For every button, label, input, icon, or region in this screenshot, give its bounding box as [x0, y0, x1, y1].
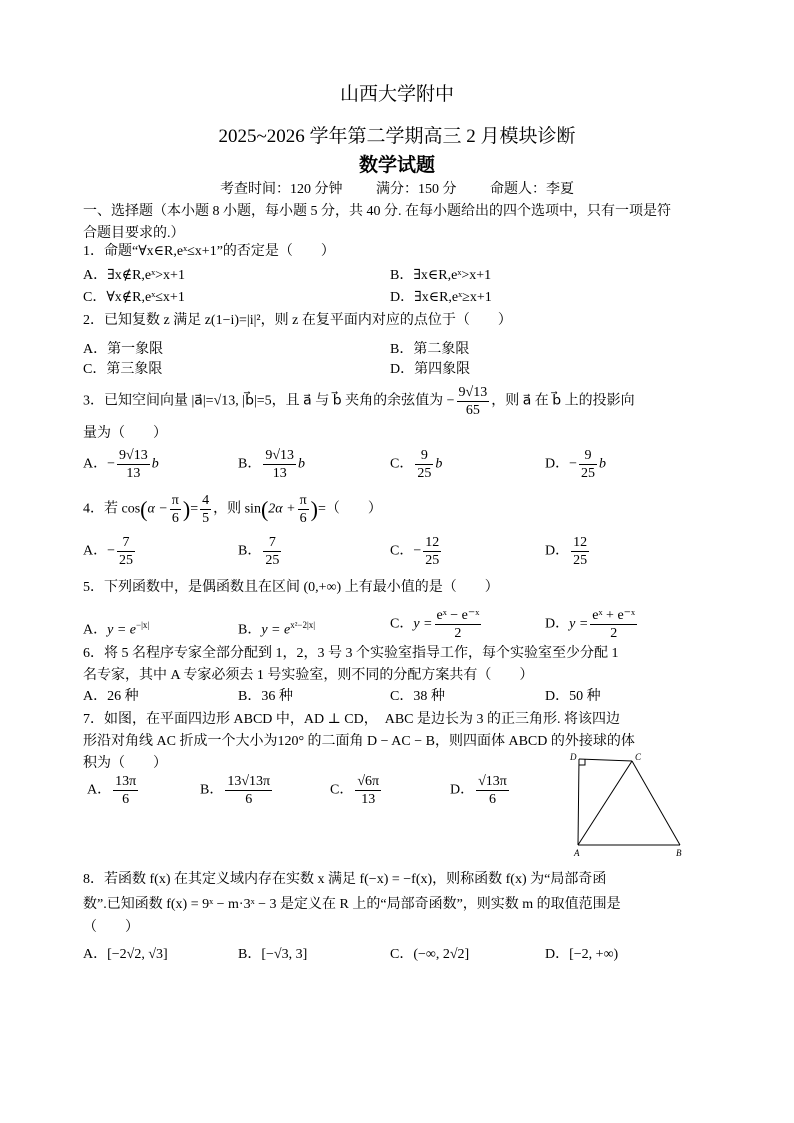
q7-option-c — [330, 773, 383, 808]
vertex-a-label: A — [574, 848, 580, 858]
option-label: D． — [545, 456, 570, 472]
exam-author: 命题人：李夏 — [490, 182, 574, 197]
vector-b: b⃗ — [298, 456, 316, 472]
denominator: 65 — [465, 403, 480, 418]
q7-stem-line1: 7．如图，在平面四边形 ABCD 中，AD ⊥ CD， ABC 是边长为 3 的正三角形. 将该四边 — [83, 712, 621, 727]
fraction — [225, 773, 272, 808]
sign: − — [569, 456, 578, 472]
sign: − — [107, 543, 116, 559]
vertex-d-label: D — [570, 752, 577, 762]
q3-stem — [83, 384, 635, 419]
exam-info — [0, 181, 794, 199]
option-label: B． — [238, 543, 262, 559]
numerator: √13π — [478, 774, 507, 789]
edge-dc — [579, 759, 632, 761]
numerator: π — [299, 493, 307, 508]
numerator: 4 — [202, 493, 210, 508]
q1-stem: 1．命题“∀x∈R,eˣ≤x+1”的否定是（ ） — [83, 244, 335, 259]
denominator: 2 — [610, 626, 618, 641]
edge-cb — [632, 761, 680, 845]
numerator: 9√13 — [458, 385, 488, 400]
q4-option-a — [83, 534, 137, 569]
option-label: C． — [330, 782, 354, 798]
denominator: 13 — [361, 792, 376, 807]
denominator: 13 — [126, 466, 141, 481]
exponent: −|x| — [136, 620, 150, 630]
q7-option-a — [87, 773, 140, 808]
fraction — [571, 534, 589, 569]
exam-term: 2025~2026 学年第二学期高三 2 月模块诊断 — [218, 126, 576, 147]
denominator: 25 — [581, 466, 596, 481]
option-label: A． — [83, 543, 108, 559]
numerator: 13√13π — [227, 774, 271, 789]
denominator: 5 — [202, 511, 210, 526]
q7-stem-line2: 形沿对角线 AC 折成一个大小为120° 的二面角 D − AC − B，则四面体 ABCD 的外接球的体 — [83, 734, 635, 749]
numerator: 12 — [425, 535, 440, 550]
denominator: 6 — [245, 792, 253, 807]
q8-option-b: B．[−√3, 3] — [238, 947, 308, 962]
denominator: 25 — [417, 466, 432, 481]
edge-da — [578, 759, 579, 845]
fraction — [117, 534, 135, 569]
q8-option-d: D．[−2, +∞) — [545, 947, 619, 962]
fraction — [423, 534, 441, 569]
fraction — [200, 492, 211, 527]
q4-text: = — [190, 501, 199, 517]
exam-time: 考查时间：120 分钟 — [220, 182, 343, 197]
option-label: B． — [238, 456, 262, 472]
q6-stem-line2: 名专家，其中 A 专家必须去 1 号实验室，则不同的分配方案共有（ ） — [83, 668, 534, 683]
exponent: x²−2|x| — [290, 620, 316, 630]
denominator: 6 — [122, 792, 130, 807]
fraction — [435, 607, 482, 642]
q3-stem-cont: 量为（ ） — [83, 426, 167, 441]
denominator: 25 — [573, 553, 588, 568]
numerator: 7 — [117, 534, 135, 552]
option-label: C． — [390, 456, 414, 472]
option-label: B． — [200, 782, 224, 798]
fraction — [579, 447, 597, 482]
q2-option-d: D．第四象限 — [390, 362, 471, 377]
numerator: 9√13 — [265, 448, 295, 463]
formula: y = — [413, 616, 433, 632]
sign: − — [107, 456, 116, 472]
school-name: 山西大学附中 — [339, 84, 454, 105]
fraction — [476, 773, 509, 808]
q7-stem-line3: 积为（ ） — [83, 756, 167, 771]
vector-b: b⃗ — [435, 456, 454, 472]
numerator: 9 — [415, 447, 433, 465]
q1-option-c: C．∀x∉R,eˣ≤x+1 — [83, 290, 185, 305]
option-label: A． — [83, 456, 108, 472]
q8-stem-line2: 数”.已知函数 f(x) = 9ˣ − m·3ˣ − 3 是定义在 R 上的“局部奇函数”，则实数 m 的取值范围是 — [83, 897, 621, 912]
numerator: √6π — [357, 774, 380, 789]
q4-option-b — [238, 534, 283, 569]
numerator: 9√13 — [119, 448, 148, 463]
formula: y = — [569, 616, 589, 632]
q5-option-d — [545, 607, 639, 642]
numerator: π — [171, 493, 179, 508]
q5-option-c — [390, 607, 483, 642]
formula: y = e — [261, 622, 291, 638]
section-heading: 一、选择题（本小题 8 小题，每小题 5 分，共 40 分. 在每小题给出的四个选项中，只有一项是符合题目要求的.） — [83, 204, 671, 241]
right-angle-mark — [579, 759, 585, 765]
q4-text: 4．若 cos — [83, 501, 141, 517]
denominator: 13 — [272, 466, 287, 481]
q3-option-d — [545, 447, 617, 482]
q1-option-a: A．∃x∉R,eˣ>x+1 — [83, 268, 185, 283]
option-label: B． — [238, 622, 262, 638]
fraction — [355, 773, 381, 808]
q4-text: α − — [147, 501, 168, 517]
fraction — [590, 607, 637, 642]
q8-option-a: A．[−2√2, √3] — [83, 947, 168, 962]
q3-option-b — [238, 447, 316, 482]
q3-option-a — [83, 447, 170, 482]
formula: y = e — [107, 622, 136, 638]
fraction — [415, 447, 433, 482]
option-label: A． — [87, 782, 112, 798]
q4-option-d — [545, 534, 591, 569]
q6-option-a: A．26 种 — [83, 689, 139, 704]
exam-score: 满分：150 分 — [376, 182, 457, 197]
q3-cosine-fraction — [457, 384, 490, 419]
q5-stem: 5．下列函数中，是偶函数且在区间 (0,+∞) 上有最小值的是（ ） — [83, 580, 499, 595]
numerator: 9 — [579, 447, 597, 465]
q2-option-b: B．第二象限 — [390, 342, 470, 357]
denominator: 25 — [119, 553, 134, 568]
fraction — [298, 492, 309, 527]
vector-b: b⃗ — [151, 456, 170, 472]
fraction — [170, 492, 181, 527]
q4-text: =（ ） — [317, 501, 382, 517]
q7-quadrilateral-figure — [565, 750, 690, 860]
option-label: C． — [390, 616, 414, 632]
q8-stem-line3: （ ） — [83, 920, 139, 935]
numerator: 12 — [573, 535, 588, 550]
q5-option-a — [83, 616, 149, 640]
q8-stem-line1: 8．若函数 f(x) 在其定义域内存在实数 x 满足 f(−x) = −f(x)，则称函数 f(x) 为“局部奇函 — [83, 872, 607, 887]
q2-stem: 2．已知复数 z 满足 z(1−i)=|i|²，则 z 在复平面内对应的点位于（ ） — [83, 313, 512, 328]
q8-option-c: C．(−∞, 2√2] — [390, 947, 470, 962]
numerator: eˣ + e⁻ˣ — [592, 608, 636, 623]
q4-stem: 4．若 cos(α − $\frac{\pi}{6}$ )= $\frac{4}{5}$ ，则 sin(2α + $\frac{\pi}{6}$ )=（ ） — [83, 493, 382, 526]
q6-option-b: B．36 种 — [238, 689, 293, 704]
q3-option-c — [390, 447, 453, 482]
q4-option-c — [390, 534, 443, 569]
q6-option-c: C．38 种 — [390, 689, 445, 704]
numerator: 7 — [263, 534, 281, 552]
option-label: D． — [545, 616, 570, 632]
fraction — [117, 447, 150, 482]
denominator: 2 — [454, 626, 462, 641]
denominator: 6 — [171, 511, 179, 526]
denominator: 25 — [265, 553, 280, 568]
fraction — [263, 447, 296, 482]
q3-stem-part: 3．已知空间向量 |a⃗|=√13, |b⃗|=5，且 a⃗ 与 b⃗ 夹角的余弦值为 − — [83, 393, 455, 409]
q3-stem-part: ，则 a⃗ 在 b⃗ 上的投影向 — [491, 393, 635, 409]
q6-option-d: D．50 种 — [545, 689, 601, 704]
option-label: A． — [83, 622, 108, 638]
option-label: C． — [390, 543, 414, 559]
vector-b: b⃗ — [599, 456, 617, 472]
vertex-b-label: B — [676, 848, 682, 858]
q7-option-d — [450, 773, 511, 808]
denominator: 6 — [299, 511, 307, 526]
q6-stem-line1: 6．将 5 名程序专家全部分配到 1，2，3 号 3 个实验室指导工作，每个实验室至少分配 1 — [83, 646, 619, 661]
q1-option-b: B．∃x∈R,eˣ>x+1 — [390, 268, 492, 283]
numerator: eˣ − e⁻ˣ — [436, 608, 480, 623]
subject-title: 数学试题 — [358, 155, 435, 176]
fraction — [113, 773, 138, 808]
edge-ca — [578, 761, 632, 845]
denominator: 6 — [489, 792, 496, 807]
vertex-c-label: C — [635, 752, 642, 762]
q4-text: 2α + — [268, 501, 296, 517]
q7-option-b — [200, 773, 274, 808]
option-label: D． — [545, 543, 570, 559]
sign: − — [413, 543, 422, 559]
numerator: 13π — [115, 774, 137, 789]
denominator: 25 — [425, 553, 440, 568]
q1-option-d: D．∃x∈R,eˣ≥x+1 — [390, 290, 492, 305]
fraction — [263, 534, 281, 569]
q2-option-a: A．第一象限 — [83, 342, 164, 357]
q4-text: ，则 sin — [213, 501, 261, 517]
q2-option-c: C．第三象限 — [83, 362, 163, 377]
option-label: D． — [450, 782, 475, 798]
q5-option-b — [238, 616, 315, 640]
